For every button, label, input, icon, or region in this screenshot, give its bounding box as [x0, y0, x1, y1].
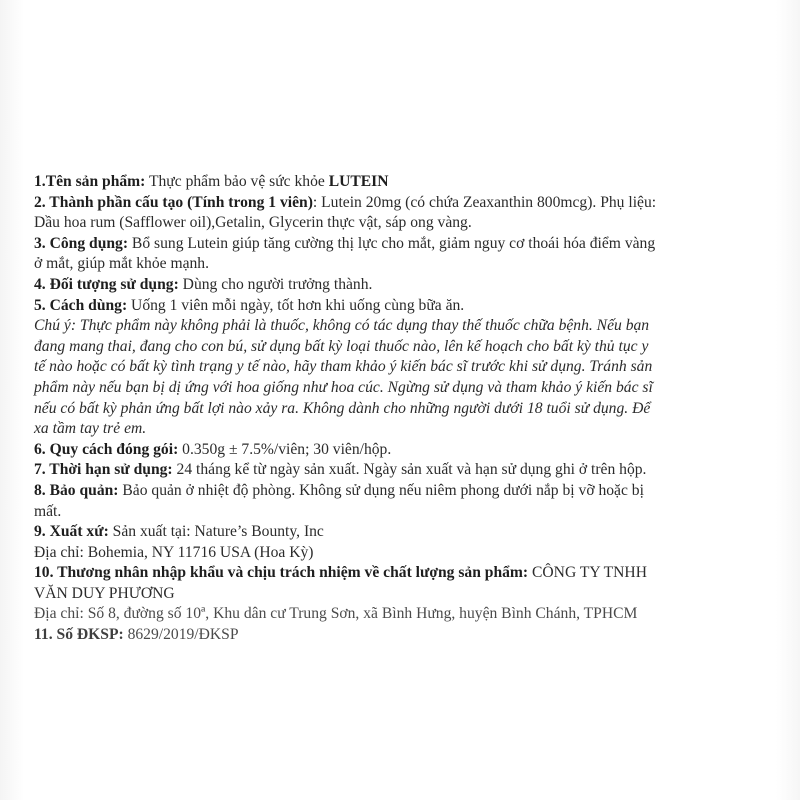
- label-line: [34, 357, 776, 378]
- section-heading: 5. Cách dùng:: [34, 296, 128, 314]
- section-heading: 6. Quy cách đóng gói:: [34, 440, 179, 458]
- label-line: [34, 193, 776, 214]
- warning-text: nếu có bất kỳ phản ứng bất lợi nào xảy ra. Không dành cho những người dưới 18 tuổi sử dụng. Để: [34, 399, 651, 417]
- section-heading: 1.Tên sản phẩm:: [34, 173, 146, 190]
- label-line: [34, 213, 776, 234]
- label-line: [34, 522, 776, 543]
- label-text-block: [34, 172, 776, 646]
- section-heading: 2. Thành phần cấu tạo (Tính trong 1 viên): [34, 193, 313, 211]
- section-text: : Lutein 20mg (có chứa Zeaxanthin 800mcg). Phụ liệu:: [312, 193, 657, 211]
- label-line: [34, 502, 776, 523]
- section-text: 0.350g ± 7.5%/viên; 30 viên/hộp.: [178, 440, 392, 458]
- section-text: Địa chỉ: Bohemia, NY 11716 USA (Hoa Kỳ): [34, 543, 314, 561]
- section-heading: 8. Bảo quản:: [34, 481, 119, 499]
- label-line: [34, 460, 776, 481]
- warning-text: đang mang thai, đang cho con bú, sử dụng bất kỳ loại thuốc nào, lên kế hoạch cho bất kỳ thủ tục y: [34, 337, 649, 355]
- label-line: [34, 563, 776, 584]
- warning-text: xa tầm tay trẻ em.: [34, 420, 147, 438]
- section-text: Uống 1 viên mỗi ngày, tốt hơn khi uống cùng bữa ăn.: [127, 296, 465, 314]
- warning-text: tế nào hoặc có bất kỳ tình trạng y tế nào, hãy tham khảo ý kiến bác sĩ trước khi sử dụng. Tránh sản: [34, 358, 653, 376]
- section-text: Dùng cho người trưởng thành.: [178, 275, 373, 293]
- label-line: [34, 543, 776, 564]
- section-heading: 4. Đối tượng sử dụng:: [34, 275, 179, 293]
- section-heading: 7. Thời hạn sử dụng:: [34, 461, 173, 479]
- label-line: [34, 625, 776, 646]
- section-heading: 10. Thương nhân nhập khẩu và chịu trách nhiệm về chất lượng sản phẩm:: [34, 564, 529, 582]
- label-line: [34, 604, 776, 625]
- label-line: [34, 378, 776, 399]
- label-line: [34, 481, 776, 502]
- label-line: [34, 254, 776, 275]
- product-name: LUTEIN: [328, 173, 389, 190]
- section-heading: 3. Công dụng:: [34, 234, 129, 252]
- label-line: [34, 234, 776, 255]
- section-text: ở mắt, giúp mắt khỏe mạnh.: [34, 255, 209, 273]
- section-text: Bảo quản ở nhiệt độ phòng. Không sử dụng nếu niêm phong dưới nắp bị vỡ hoặc bị: [118, 481, 644, 499]
- section-text: Sản xuất tại: Nature’s Bounty, Inc: [108, 523, 324, 541]
- label-line: [34, 296, 776, 317]
- label-line: [34, 419, 776, 440]
- label-line: [34, 440, 776, 461]
- label-line: [34, 316, 776, 337]
- section-text: VĂN DUY PHƯƠNG: [34, 584, 175, 602]
- label-line: [34, 337, 776, 358]
- section-heading: 11. Số ĐKSP:: [34, 626, 124, 644]
- warning-text: Chú ý: Thực phẩm này không phải là thuốc, không có tác dụng thay thế thuốc chữa bệnh. Nếu bạn: [34, 317, 650, 335]
- section-text: CÔNG TY TNHH: [528, 564, 647, 582]
- section-heading: 9. Xuất xứ:: [34, 523, 109, 541]
- section-text: Dầu hoa rum (Safflower oil),Getalin, Glycerin thực vật, sáp ong vàng.: [34, 214, 472, 232]
- label-line: [34, 275, 776, 296]
- label-line: [34, 172, 776, 193]
- section-text: Thực phẩm bảo vệ sức khỏe: [145, 173, 329, 190]
- section-text: mất.: [34, 502, 62, 520]
- section-text: Bổ sung Lutein giúp tăng cường thị lực cho mắt, giảm nguy cơ thoái hóa điểm vàng: [128, 234, 656, 252]
- section-text: 24 tháng kể từ ngày sản xuất. Ngày sản xuất và hạn sử dụng ghi ở trên hộp.: [172, 461, 647, 479]
- label-line: [34, 584, 776, 605]
- section-text: Địa chỉ: Số 8, đường số 10ª, Khu dân cư Trung Sơn, xã Bình Hưng, huyện Bình Chánh, TPHCM: [34, 605, 638, 623]
- label-line: [34, 399, 776, 420]
- warning-text: phẩm này nếu bạn bị dị ứng với hoa giống như hoa cúc. Ngừng sử dụng và tham khảo ý kiến bác sĩ: [34, 378, 653, 396]
- section-text: 8629/2019/ĐKSP: [123, 626, 239, 644]
